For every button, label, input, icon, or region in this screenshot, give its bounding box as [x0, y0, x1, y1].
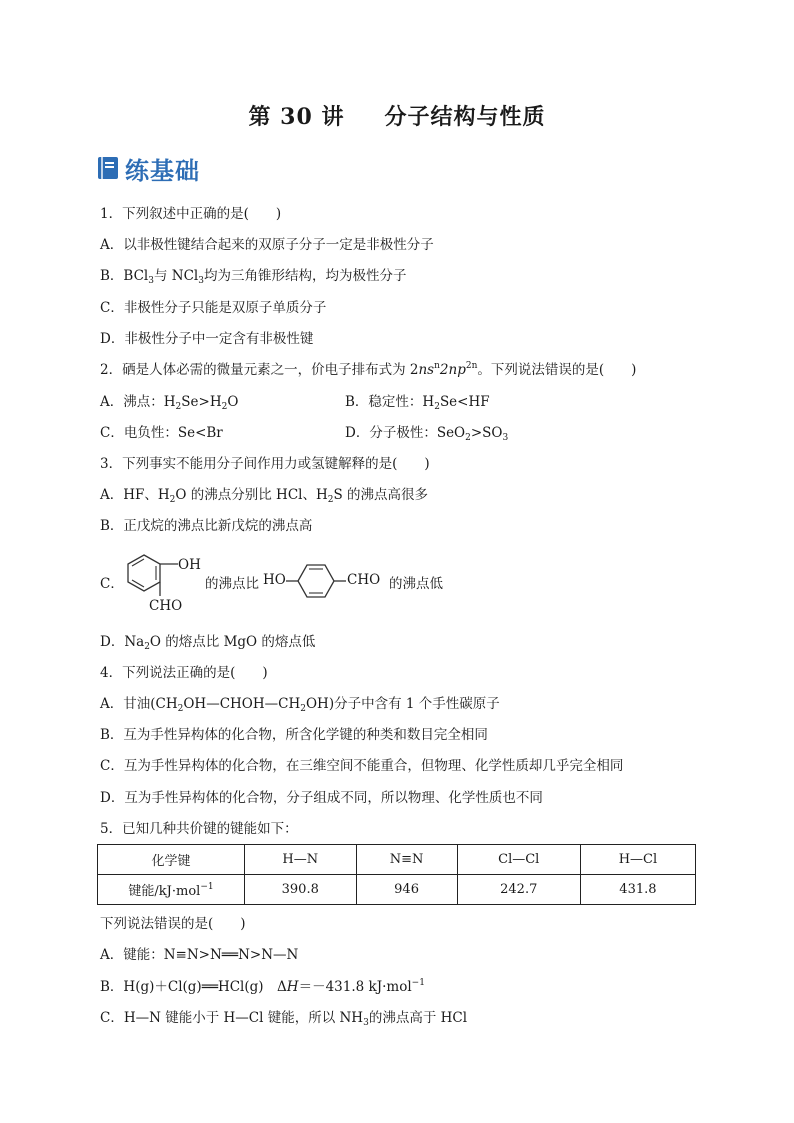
q1-option-b: B．BCl$_3$与 NCl$_3$均为三角锥形结构，均为极性分子 — [100, 268, 407, 286]
q4-option-d: D．互为手性异构体的化合物，分子组成不同，所以物理、化学性质也不同 — [100, 790, 543, 806]
table-row-label: 键能/kJ·mol$^{-1}$ — [98, 875, 245, 905]
table-cell: 242.7 — [457, 875, 580, 905]
table-header-cell: Cl—Cl — [457, 845, 580, 875]
q2-stem: 2．硒是人体必需的微量元素之一，价电子排布式为 $2ns^n2np^{2n}$。下列说法错误的是( ) — [100, 361, 637, 378]
page-title — [0, 100, 794, 131]
q3-c-post: 的沸点低 — [389, 576, 443, 592]
q4-option-c: C．互为手性异构体的化合物，在三维空间不能重合，但物理、化学性质却几乎完全相同 — [100, 758, 624, 774]
q2-option-b: B．稳定性：$H_2Se<HF$ — [345, 394, 490, 412]
q3-c-cho2: CHO — [347, 572, 381, 588]
lecture-topic: 分子结构与性质 — [384, 104, 546, 130]
p-hydroxybenzaldehyde-structure — [286, 562, 346, 600]
q3-c-ho: HO — [263, 572, 286, 588]
section-label: 练基础 — [125, 156, 200, 185]
q3-option-a: A．HF、$H_2O$ 的沸点分别比 HCl、$H_2S$ 的沸点高很多 — [100, 487, 429, 505]
q1-option-a: A．以非极性键结合起来的双原子分子一定是非极性分子 — [100, 237, 434, 253]
table-cell: 390.8 — [245, 875, 357, 905]
table-cell: 946 — [356, 875, 457, 905]
q3-option-c — [100, 552, 700, 622]
table-row — [98, 875, 696, 905]
q1-option-d: D．非极性分子中一定含有非极性键 — [100, 331, 314, 347]
q5-stem: 5．已知几种共价键的键能如下： — [100, 821, 298, 837]
table-header-cell: 化学键 — [98, 845, 245, 875]
q3-option-b: B．正戊烷的沸点比新戊烷的沸点高 — [100, 518, 313, 534]
bond-energy-table — [97, 844, 696, 905]
table-cell: 431.8 — [580, 875, 695, 905]
q3-option-d: D．$Na_2O$ 的熔点比 MgO 的熔点低 — [100, 634, 316, 652]
q3-c-label: C． — [100, 576, 124, 592]
q4-stem: 4．下列说法正确的是( ) — [100, 665, 268, 681]
q3-c-mid: 的沸点比 — [205, 576, 259, 592]
q3-c-oh: OH — [178, 557, 201, 573]
q1-stem: 1．下列叙述中正确的是( ) — [100, 206, 282, 222]
q2-options-ab — [100, 392, 700, 412]
q2-option-c: C．电负性：Se<Br — [100, 425, 223, 441]
q2-option-d: D．分子极性：$SeO_2>SO_3$ — [345, 425, 509, 443]
lecture-number: 第 30 讲 — [248, 104, 345, 130]
table-header-cell: H—Cl — [580, 845, 695, 875]
q1-option-c: C．非极性分子只能是双原子单质分子 — [100, 300, 327, 316]
q5-option-b: B．H(g)＋Cl(g)══HCl(g) ΔH＝－431.8 kJ·mol$^{-1}$ — [100, 978, 425, 995]
table-header-cell: H—N — [245, 845, 357, 875]
table-header-cell: N≡N — [356, 845, 457, 875]
table-header-row — [98, 845, 696, 875]
book-icon — [97, 156, 119, 180]
q4-option-b: B．互为手性异构体的化合物，所含化学键的种类和数目完全相同 — [100, 727, 488, 743]
salicylaldehyde-structure — [122, 552, 182, 600]
q2-options-cd — [100, 423, 700, 443]
section-heading — [97, 152, 200, 184]
q3-c-cho: CHO — [149, 598, 183, 614]
q2-option-a: A．沸点：$H_2Se>H_2O$ — [100, 394, 239, 412]
q5-option-a: A．键能：N≡N>N══N>N—N — [100, 947, 299, 963]
q5-option-c: C．H—N 键能小于 H—Cl 键能，所以 $NH_3$的沸点高于 HCl — [100, 1010, 468, 1028]
q4-option-a: A．甘油$(CH_2OH—CHOH—CH_2OH)$分子中含有 1 个手性碳原子 — [100, 696, 500, 714]
q3-stem: 3．下列事实不能用分子间作用力或氢键解释的是( ) — [100, 456, 430, 472]
q5-prompt: 下列说法错误的是( ) — [100, 916, 246, 932]
